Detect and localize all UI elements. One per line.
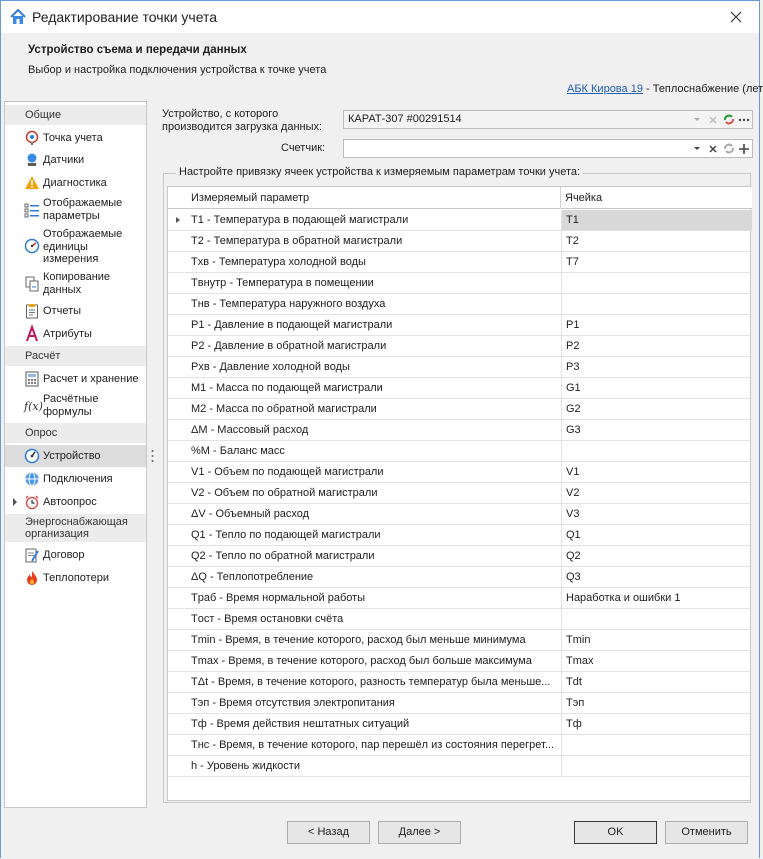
sidebar-item-label: Диагностика [43,177,107,189]
attributes-icon [24,326,40,342]
close-icon[interactable] [725,6,747,28]
sidebar-group-supplier: Энергоснабжающая организация [5,514,146,542]
table-row[interactable] [168,693,752,714]
column-header-cell[interactable]: Ячейка [565,192,603,204]
parameter-cell[interactable]: V1 - Объем по подающей магистрали [191,466,384,478]
parameter-cell[interactable]: %M - Баланс масс [191,445,285,457]
parameter-cell[interactable]: Tвнутр - Температура в помещении [191,277,374,289]
sidebar-item-label: Устройство [43,450,101,462]
device-cell[interactable] [561,735,752,755]
table-row[interactable] [168,336,752,357]
binding-group [163,166,751,803]
device-cell[interactable]: P3 [561,357,752,377]
device-cell[interactable]: Tmax [561,651,752,671]
device-cell[interactable] [561,441,752,461]
parameter-cell[interactable]: T2 - Температура в обратной магистрали [191,235,403,247]
footer [1,809,759,859]
table-row[interactable] [168,609,752,630]
device-cell[interactable]: V2 [561,483,752,503]
sidebar-group-polling: Опрос [5,423,146,443]
breadcrumb-suffix: - Теплоснабжение (лет [642,83,763,95]
binding-legend: Настройте привязку ячеек устройства к измеряемым параметрам точки учета: [176,166,583,178]
column-divider[interactable] [560,187,561,209]
parameter-cell[interactable]: P2 - Давление в обратной магистрали [191,340,387,352]
sidebar-item-formulas[interactable] [5,392,146,420]
table-row[interactable] [168,420,752,441]
back-button[interactable]: < Назад [287,821,370,844]
sidebar-item-autopoll[interactable] [5,491,146,513]
flame-icon [24,570,40,586]
grid-header [168,187,752,209]
warning-icon [24,175,40,191]
current-row-indicator-icon [176,217,180,223]
refresh-icon[interactable] [721,140,737,157]
parameter-cell[interactable]: Q2 - Тепло по обратной магистрали [191,550,375,562]
sidebar-group-general: Общие [5,105,146,125]
device-value: КАРАТ-307 #00291514 [348,113,462,125]
sidebar-item-units[interactable] [5,226,146,268]
chevron-down-icon[interactable] [689,111,705,128]
sidebar-item-diagnostics[interactable] [5,172,146,194]
meter-point-link[interactable]: АБК Кирова 19 [567,83,643,95]
parameter-cell[interactable]: Tнв - Температура наружного воздуха [191,298,386,310]
table-row[interactable] [168,546,752,567]
sidebar-item-device[interactable] [5,445,146,467]
sidebar-item-attributes[interactable] [5,323,146,345]
device-cell[interactable]: G2 [561,399,752,419]
table-row[interactable] [168,672,752,693]
page-title: Устройство съема и передачи данных [28,44,247,56]
parameter-cell[interactable]: Tф - Время действия нештатных ситуаций [191,718,410,730]
table-row[interactable] [168,294,752,315]
table-row[interactable] [168,525,752,546]
device-cell[interactable]: Tф [561,714,752,734]
copy-icon [24,276,40,292]
sidebar-item-label: Копирование данных [43,271,111,296]
table-row[interactable] [168,651,752,672]
sidebar-item-meter-point[interactable] [5,127,146,149]
parameter-cell[interactable]: ΔV - Объемный расход [191,508,310,520]
parameter-cell[interactable]: Tост - Время остановки счёта [191,613,344,625]
expand-arrow-icon[interactable] [12,498,18,506]
parameter-cell[interactable]: T1 - Температура в подающей магистрали [191,214,409,226]
device-cell[interactable]: V1 [561,462,752,482]
device-cell[interactable]: Наработка и ошибки 1 [561,588,752,608]
formula-icon [24,398,43,414]
sidebar-item-label: Расчет и хранение [43,373,139,385]
parameter-cell[interactable]: M2 - Масса по обратной магистрали [191,403,377,415]
device-cell[interactable]: Tdt [561,672,752,692]
counter-select[interactable] [343,139,753,158]
sidebar-item-heatloss[interactable] [5,567,146,589]
device-label: Устройство, с которого производится загрузка данных: [162,108,323,133]
sidebar-group-calculation: Расчёт [5,346,146,366]
table-row[interactable] [168,378,752,399]
sidebar-item-connections[interactable] [5,468,146,490]
clear-icon[interactable] [705,140,721,157]
device-cell[interactable]: Q1 [561,525,752,545]
device-cell[interactable]: G1 [561,378,752,398]
device-cell[interactable]: V3 [561,504,752,524]
calculator-icon [24,371,40,387]
clear-icon[interactable] [705,111,721,128]
device-cell[interactable] [561,609,752,629]
sidebar-item-label: Отображаемые единицы измерения [43,228,123,265]
sidebar-item-label: Автоопрос [43,496,97,508]
parameter-cell[interactable]: TΔt - Время, в течение которого, разность температур была меньше... [191,676,551,688]
table-row[interactable] [168,231,752,252]
chevron-down-icon[interactable] [689,140,705,157]
report-icon [24,303,40,319]
wizard-header [1,33,763,99]
device-cell[interactable]: Q2 [561,546,752,566]
table-row[interactable] [168,735,752,756]
next-button[interactable]: Далее > [378,821,461,844]
sidebar-item-label: Атрибуты [43,328,92,340]
binding-grid [167,186,751,801]
table-row[interactable] [168,567,752,588]
table-row[interactable] [168,630,752,651]
alarm-clock-icon [24,494,40,510]
table-row[interactable] [168,210,752,231]
globe-icon [24,471,40,487]
sidebar-item-label: Теплопотери [43,572,109,584]
parameter-cell[interactable]: ΔQ - Теплопотребление [191,571,314,583]
device-select[interactable] [343,110,753,129]
parameter-cell[interactable]: Q1 - Тепло по подающей магистрали [191,529,381,541]
parameters-icon [24,202,40,218]
table-row[interactable] [168,315,752,336]
table-row[interactable] [168,252,752,273]
parameter-cell[interactable]: ΔM - Массовый расход [191,424,309,436]
window-title: Редактирование точки учета [32,9,218,25]
sidebar-item-label: Отчеты [43,305,82,317]
table-row[interactable] [168,441,752,462]
device-cell[interactable]: Tmin [561,630,752,650]
more-options-icon[interactable] [736,111,752,128]
table-row[interactable] [168,483,752,504]
sidebar-item-contract[interactable] [5,544,146,566]
parameter-cell[interactable]: Tmax - Время, в течение которого, расход был больше максимума [191,655,532,667]
device-cell[interactable]: T1 [561,210,752,230]
device-cell[interactable]: P1 [561,315,752,335]
refresh-icon[interactable] [721,111,737,128]
sidebar-item-label: Договор [43,549,85,561]
device-icon [24,448,40,464]
device-cell[interactable]: G3 [561,420,752,440]
parameter-cell[interactable]: Tэп - Время отсутствия электропитания [191,697,395,709]
parameter-cell[interactable]: Tнс - Время, в течение которого, пар перешёл из состояния перегрет... [191,739,555,751]
sidebar-item-label: Подключения [43,473,113,485]
sidebar-item-label: Расчётные формулы [43,393,99,418]
main-content [157,101,759,808]
parameter-cell[interactable]: Pхв - Давление холодной воды [191,361,350,373]
parameter-cell[interactable]: h - Уровень жидкости [191,760,300,772]
sidebar-item-label: Датчики [43,154,85,166]
svg-text:f(x): f(x) [24,400,43,413]
cancel-button[interactable]: Отменить [665,821,748,844]
parameter-cell[interactable]: V2 - Объем по обратной магистрали [191,487,378,499]
sidebar-item-parameters[interactable] [5,196,146,224]
ok-button[interactable]: OK [574,821,657,844]
home-icon [9,8,27,26]
table-row[interactable] [168,399,752,420]
sensors-icon [24,152,40,168]
sidebar-item-copy[interactable] [5,270,146,298]
device-cell[interactable]: Tэп [561,693,752,713]
units-icon [24,238,40,254]
device-cell[interactable]: Q3 [561,567,752,587]
sidebar [4,101,147,808]
device-cell[interactable] [561,294,752,314]
add-icon[interactable] [736,140,752,157]
device-cell[interactable]: T2 [561,231,752,251]
sidebar-item-sensors[interactable] [5,149,146,171]
column-header-parameter[interactable]: Измеряемый параметр [191,192,310,204]
splitter-grip[interactable] [151,449,154,463]
title-bar [1,1,759,33]
device-cell[interactable] [561,756,752,776]
device-cell[interactable] [561,273,752,293]
page-subtitle: Выбор и настройка подключения устройства к точке учета [28,64,327,76]
parameter-cell[interactable]: Tхв - Температура холодной воды [191,256,366,268]
table-row[interactable] [168,273,752,294]
device-cell[interactable]: T7 [561,252,752,272]
counter-label: Счетчик: [281,142,326,154]
table-row[interactable] [168,756,752,777]
parameter-cell[interactable]: Tраб - Время нормальной работы [191,592,366,604]
device-cell[interactable]: P2 [561,336,752,356]
sidebar-item-label: Отображаемые параметры [43,197,123,222]
parameter-cell[interactable]: M1 - Масса по подающей магистрали [191,382,383,394]
table-row[interactable] [168,462,752,483]
contract-icon [24,547,40,563]
breadcrumb [567,83,763,95]
sidebar-item-calc-storage[interactable] [5,368,146,390]
table-row[interactable] [168,588,752,609]
sidebar-item-label: Точка учета [43,132,103,144]
table-row[interactable] [168,714,752,735]
sidebar-item-reports[interactable] [5,300,146,322]
parameter-cell[interactable]: Tmin - Время, в течение которого, расход был меньше минимума [191,634,526,646]
meter-point-icon [24,130,40,146]
table-row[interactable] [168,504,752,525]
table-row[interactable] [168,357,752,378]
parameter-cell[interactable]: P1 - Давление в подающей магистрали [191,319,393,331]
